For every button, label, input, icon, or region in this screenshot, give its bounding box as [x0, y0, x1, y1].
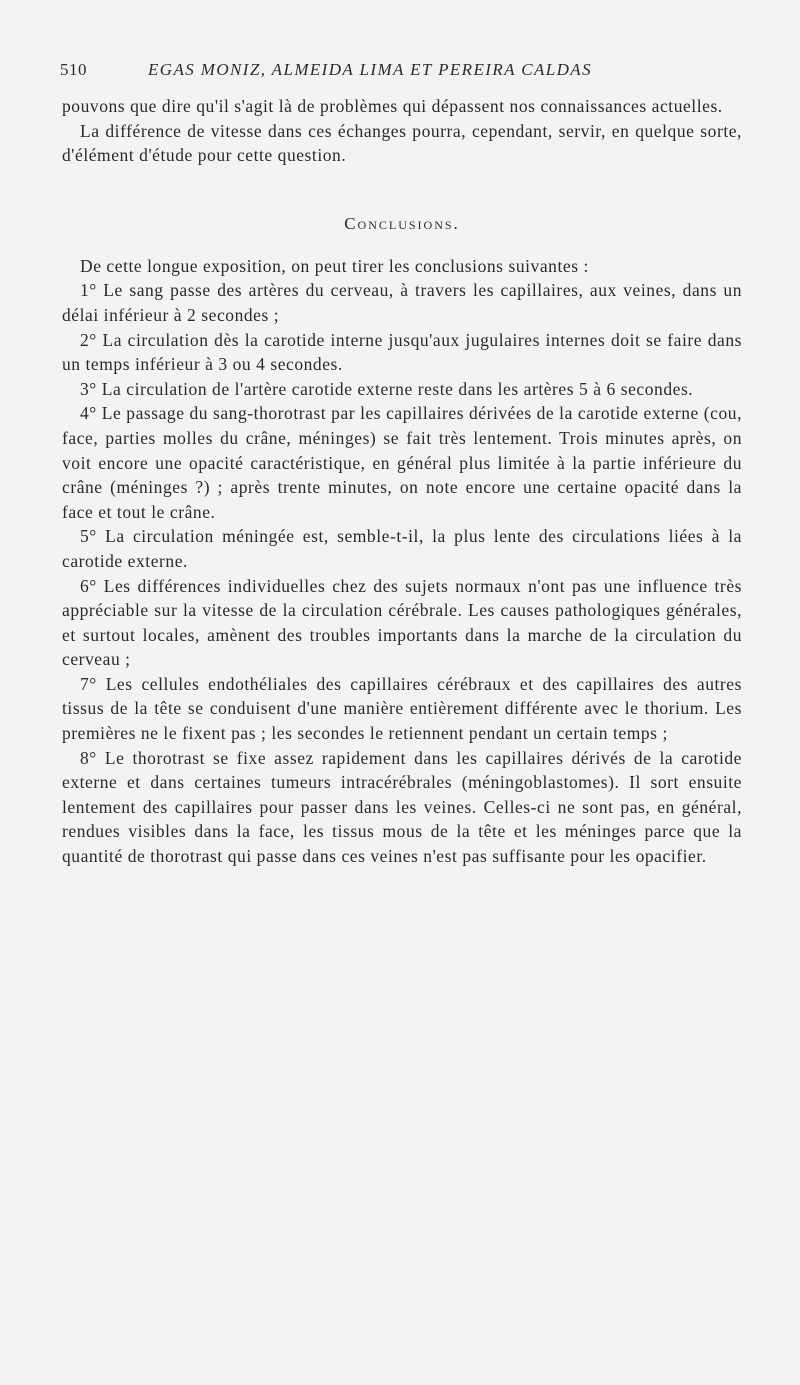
conclusion-5: 5° La circulation méningée est, semble-t-il, la plus lente des circulations liées à la carotide externe. [62, 526, 742, 571]
conclusion-8: 8° Le thorotrast se fixe assez rapidement dans les capillaires dérivés de la carotide externe et dans certaines tumeurs intracérébrales (méningoblastomes). Il sort ensuite lentement des capillaires pour passer dans les veines. Celles-ci ne sont pas, en général, rendues visibles dans la face, les tissus mous de la tête et les méninges parce que la quantité de thorotrast qui passe dans ces veines n'est pas suffisante pour les opacifier. [62, 747, 742, 867]
section-title: Conclusions. [344, 213, 460, 233]
intro-paragraph-2: La différence de vitesse dans ces échanges pourra, cependant, servir, en quelque sorte, d'élément d'étude pour cette question. [62, 120, 742, 166]
conclusion-4: 4° Le passage du sang-thorotrast par les capillaires dérivées de la carotide externe (cou, face, parties molles du crâne, méninges) se fait très lentement. Trois minutes après, on voit encore une opacité caractéristique, en général plus limitée à la partie inférieure du crâne (méninges ?) ; après trente minutes, on note encore une certaine opacité dans la face et tout le crâne. [62, 403, 742, 522]
conclusion-7: 7° Les cellules endothéliales des capillaires cérébraux et des capillaires des autres tissus de la tête se conduisent d'une manière entièrement différente avec le thorium. Les premières ne le fixent pas ; les secondes le retiennent pendant un certain temps ; [62, 673, 742, 744]
conclusions-lead: De cette longue exposition, on peut tirer les conclusions suivantes : [80, 255, 589, 276]
intro-paragraph-1: pouvons que dire qu'il s'agit là de problèmes qui dépassent nos connaissances actuelles. [62, 96, 723, 116]
page-header [60, 60, 740, 88]
page-body [62, 94, 742, 869]
page-number: 510 [60, 60, 87, 79]
conclusion-3: 3° La circulation de l'artère carotide externe reste dans les artères 5 à 6 secondes. [80, 378, 694, 399]
conclusion-6: 6° Les différences individuelles chez des sujets normaux n'ont pas une influence très appréciable sur la vitesse de la circulation cérébrale. Les causes pathologiques générales, et surtout locales, amènent des troubles importants dans la marche de la circulation du cerveau ; [62, 575, 742, 670]
conclusion-1: 1° Le sang passe des artères du cerveau, à travers les capillaires, aux veines, dans un délai inférieur à 2 secondes ; [62, 280, 742, 325]
conclusion-2: 2° La circulation dès la carotide interne jusqu'aux jugulaires internes doit se faire dans un temps inférieur à 3 ou 4 secondes. [62, 329, 742, 375]
running-head: EGAS MONIZ, ALMEIDA LIMA ET PEREIRA CALDAS [148, 60, 592, 79]
